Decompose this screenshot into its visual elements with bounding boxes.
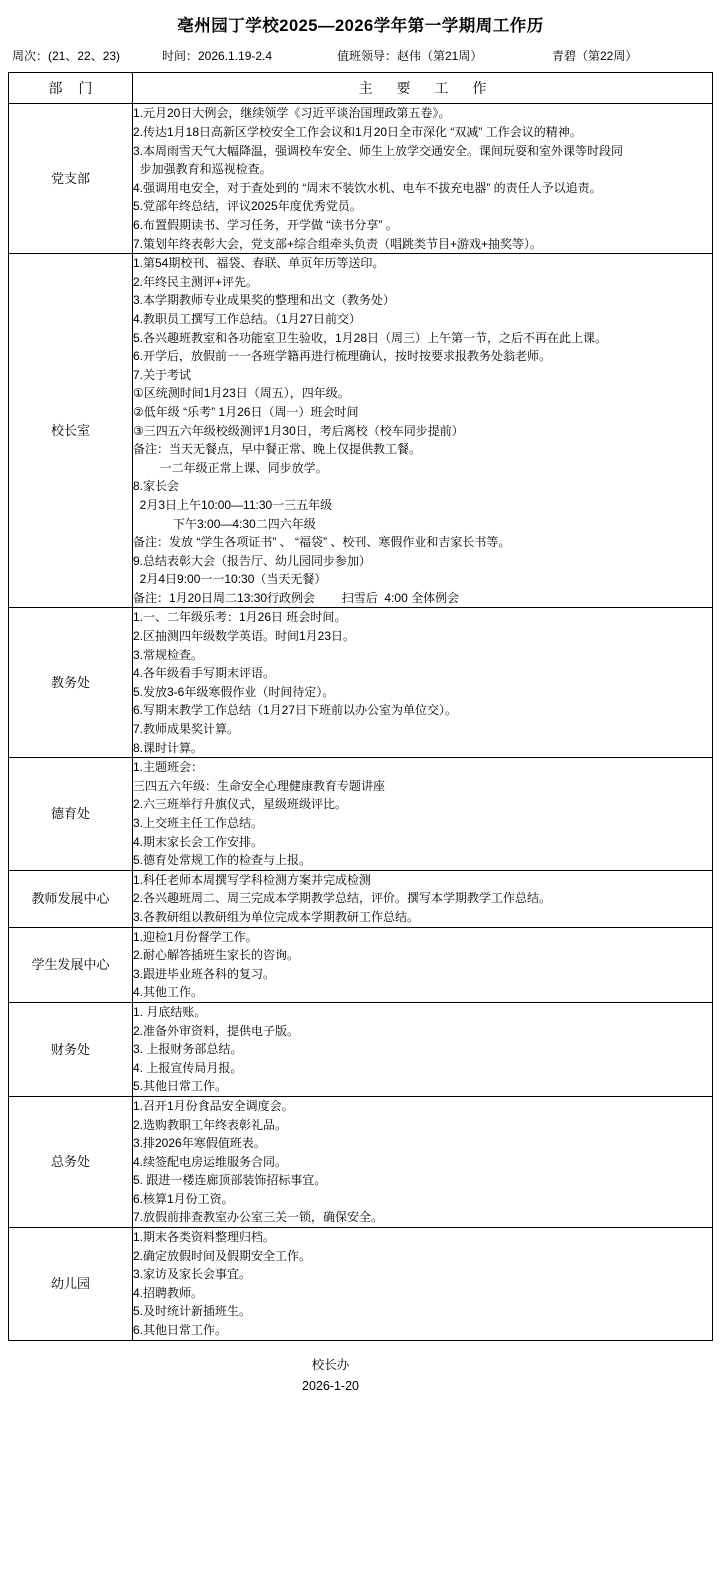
content-cell (133, 1096, 713, 1227)
content-line: 1.召开1月份食品安全调度会。 (133, 1098, 294, 1113)
table-row (9, 608, 713, 758)
meta-duty-leader: 值班领导：赵伟（第21周） (337, 49, 483, 64)
dept-cell: 教务处 (9, 608, 133, 758)
content-line: 2.区抽测四年级数学英语。时间1月23日。 (133, 629, 356, 644)
content-line: 5. 跟进一楼连廊顶部装饰招标事宜。 (133, 1173, 327, 1188)
content-line: 备注：1月20日周二13:30行政例会 扫雪后 4:00 全体例会 (133, 590, 460, 605)
content-line: 8.家长会 (133, 479, 180, 494)
content-line: 2.六三班举行升旗仪式，星级班级评比。 (133, 797, 348, 812)
content-line: 备注：发放 “学生各项证书” 、 “福袋” 、校刊、寒假作业和吉家长书等。 (133, 535, 511, 550)
content-line: 3. 上报财务部总结。 (133, 1042, 243, 1057)
content-line: 5.党部年终总结，评议2025年度优秀党员。 (133, 199, 362, 214)
page-title: 亳州园丁学校2025—2026学年第一学期周工作历 (177, 17, 544, 35)
dept-cell: 党支部 (9, 104, 133, 254)
content-line: 8.课时计算。 (133, 740, 204, 755)
dept-cell: 教师发展中心 (9, 870, 133, 927)
content-line: 2.各兴趣班周二、周三完成本学期教学总结，评价。撰写本学期教学工作总结。 (133, 891, 552, 906)
content-line: 备注：当天无餐点，早中餐正常、晚上仅提供教工餐。 (133, 442, 422, 457)
content-line: 2.选购教职工年终表彰礼品。 (133, 1117, 288, 1132)
content-line: ③三四五六年级校级测评1月30日，考后离校（校车同步提前） (133, 423, 464, 438)
dept-cell: 校长室 (9, 254, 133, 608)
content-line: 下午3:00—4:30二四六年级 (133, 516, 316, 531)
column-header-main-work: 主 要 工 作 (133, 73, 713, 104)
content-line: 5.及时统计新插班生。 (133, 1304, 252, 1319)
content-line: 4.教职员工撰写工作总结。（1月27日前交） (133, 311, 362, 326)
content-line: 3.各教研组以教研组为单位完成本学期教研工作总结。 (133, 909, 420, 924)
content-line: 步加强教育和巡视检查。 (133, 162, 272, 177)
table-row (9, 870, 713, 927)
content-cell (133, 870, 713, 927)
content-line: 5.德育处常规工作的检查与上报。 (133, 853, 312, 868)
content-line: 6.核算1月份工资。 (133, 1191, 234, 1206)
content-line: 1. 月底结账。 (133, 1004, 207, 1019)
document-footer (8, 1355, 713, 1398)
content-line: 3.常规检查。 (133, 647, 204, 662)
table-row (9, 104, 713, 254)
content-line: 4. 上报宣传局月报。 (133, 1060, 243, 1075)
content-line: 5.各兴趣班教室和各功能室卫生验收，1月28日（周三）上午第一节，之后不再在此上课。 (133, 330, 608, 345)
footer-date: 2026-1-20 (302, 1378, 359, 1393)
dept-cell: 总务处 (9, 1096, 133, 1227)
content-line: 1.第54期校刊、福袋、春联、单页年历等送印。 (133, 256, 385, 271)
content-line: 3.跟进毕业班各科的复习。 (133, 966, 276, 981)
content-line: 7.策划年终表彰大会，党支部+综合组牵头负责（唱跳类节目+游戏+抽奖等）。 (133, 236, 543, 251)
content-line: 1.期末各类资料整理归档。 (133, 1230, 276, 1245)
content-line: 7.关于考试 (133, 367, 192, 382)
content-line: 2.年终民主测评+评先。 (133, 274, 259, 289)
content-line: 1.迎检1月份督学工作。 (133, 929, 258, 944)
content-line: 1.元月20日大例会，继续领学《习近平谈治国理政第五卷》。 (133, 106, 451, 121)
content-cell (133, 608, 713, 758)
content-line: 1.主题班会： (133, 760, 204, 775)
content-cell (133, 1228, 713, 1341)
content-line: 2.传达1月18日高新区学校安全工作会议和1月20日全市深化 “双减” 工作会议的精神。 (133, 125, 582, 140)
content-line: 5.其他日常工作。 (133, 1079, 228, 1094)
content-line: 4.强调用电安全，对于查处到的 “周末不装饮水机、电车不拔充电器” 的责任人予以追责。 (133, 180, 602, 195)
content-line: 3.家访及家长会事宜。 (133, 1267, 252, 1282)
content-line: 1.科任老师本周撰写学科检测方案并完成检测 (133, 872, 372, 887)
content-line: 6.写期末教学工作总结（1月27日下班前以办公室为单位交）。 (133, 703, 458, 718)
content-line: ②低年级 “乐考” 1月26日（周一）班会时间 (133, 404, 359, 419)
content-cell (133, 758, 713, 871)
content-line: 2月3日上午10:00—11:30一三五年级 (133, 497, 333, 512)
content-line: 3.本学期教师专业成果奖的整理和出文（教务处） (133, 293, 396, 308)
table-row (9, 254, 713, 608)
dept-cell: 德育处 (9, 758, 133, 871)
content-line: 2.准备外审资料，提供电子版。 (133, 1023, 300, 1038)
content-line: 2.耐心解答插班生家长的咨询。 (133, 948, 300, 963)
content-line: 7.教师成果奖计算。 (133, 722, 240, 737)
content-line: 6.其他日常工作。 (133, 1323, 228, 1338)
content-line: 一二年级正常上课、同步放学。 (133, 460, 328, 475)
work-schedule-table (8, 72, 713, 1340)
content-line: 三四五六年级：生命安全心理健康教育专题讲座 (133, 778, 386, 793)
content-line: 4.其他工作。 (133, 985, 204, 1000)
table-row (9, 927, 713, 1002)
dept-cell: 幼儿园 (9, 1228, 133, 1341)
content-line: 9.总结表彰大会（报告厅、幼儿园同步参加） (133, 553, 372, 568)
content-line: 4.期末家长会工作安排。 (133, 834, 264, 849)
content-line: 3.排2026年寒假值班表。 (133, 1136, 266, 1151)
content-line: 6.布置假期读书、学习任务，开学做 “读书分享” 。 (133, 218, 398, 232)
meta-week: 周次：(21、22、23) (12, 49, 121, 64)
content-line: 5.发放3-6年级寒假作业（时间待定）。 (133, 684, 335, 699)
content-cell (133, 104, 713, 254)
content-line: 1.一、二年级乐考：1月26日 班会时间。 (133, 610, 347, 625)
content-line: 2月4日9:00一一10:30（当天无餐） (133, 572, 327, 587)
table-row (9, 1228, 713, 1341)
content-line: 4.各年级看手写期末评语。 (133, 666, 276, 681)
table-row (9, 1002, 713, 1096)
meta-time: 时间：2026.1.19-2.4 (162, 49, 273, 64)
dept-cell: 财务处 (9, 1002, 133, 1096)
content-cell (133, 1002, 713, 1096)
meta-duty-leader-2: 青碧（第22周） (552, 49, 638, 64)
table-row (9, 758, 713, 871)
footer-signer: 校长办 (311, 1357, 350, 1372)
table-row (9, 1096, 713, 1227)
column-header-dept: 部 门 (9, 73, 133, 104)
content-line: 7.放假前排查教室办公室三关一锁，确保安全。 (133, 1210, 384, 1225)
content-cell (133, 254, 713, 608)
document-meta (8, 47, 713, 64)
content-line: 6.开学后，放假前一一各班学籍再进行梳理确认，按时按要求报教务处翁老师。 (133, 349, 552, 364)
content-cell (133, 927, 713, 1002)
content-line: 3.上交班主任工作总结。 (133, 816, 264, 830)
table-header-row (9, 73, 713, 104)
content-line: 2.确定放假时间及假期安全工作。 (133, 1248, 312, 1263)
dept-cell: 学生发展中心 (9, 927, 133, 1002)
content-line: 4.续签配电房运维服务合同。 (133, 1154, 288, 1169)
content-line: 4.招聘教师。 (133, 1285, 204, 1300)
content-line: ①区统测时间1月23日（周五），四年级。 (133, 386, 350, 401)
content-line: 3.本周雨雪天气大幅降温，强调校车安全、师生上放学交通安全。课间玩耍和室外课等时段同 (133, 143, 624, 158)
